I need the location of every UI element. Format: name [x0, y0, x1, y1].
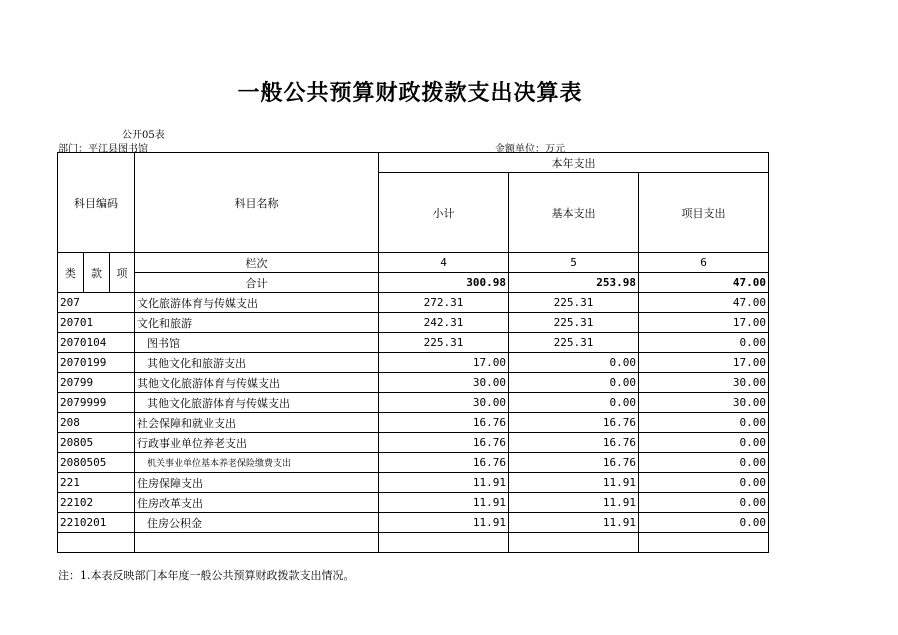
row-subtotal: 17.00	[379, 353, 509, 373]
form-number: 公开05表	[122, 130, 165, 141]
row-name: 文化和旅游	[135, 313, 379, 333]
row-basic: 11.91	[509, 493, 639, 513]
row-code: 2070104	[58, 333, 135, 353]
table-row	[58, 313, 769, 333]
table-row	[58, 373, 769, 393]
table-row	[58, 393, 769, 413]
row-name: 其他文化和旅游支出	[135, 353, 379, 373]
row-subtotal: 30.00	[379, 373, 509, 393]
xiang-header: 项	[110, 253, 135, 293]
row-code: 20805	[58, 433, 135, 453]
row-basic: 16.76	[509, 413, 639, 433]
row-subtotal: 242.31	[379, 313, 509, 333]
table-row	[58, 413, 769, 433]
row-project: 30.00	[639, 373, 769, 393]
row-subtotal: 225.31	[379, 333, 509, 353]
row-project: 0.00	[639, 333, 769, 353]
row-project: 0.00	[639, 433, 769, 453]
row-name: 住房公积金	[135, 513, 379, 533]
row-code: 20799	[58, 373, 135, 393]
table-row	[58, 333, 769, 353]
row-basic: 225.31	[509, 313, 639, 333]
row-code: 20701	[58, 313, 135, 333]
subtotal-header: 小计	[379, 173, 509, 253]
row-code: 207	[58, 293, 135, 313]
row-project: 0.00	[639, 413, 769, 433]
row-code: 208	[58, 413, 135, 433]
col6-label: 6	[639, 253, 769, 273]
row-project: 17.00	[639, 313, 769, 333]
col4-label: 4	[379, 253, 509, 273]
row-project: 0.00	[639, 453, 769, 473]
row-code: 2210201	[58, 513, 135, 533]
row-name: 行政事业单位养老支出	[135, 433, 379, 453]
this-year-header: 本年支出	[379, 153, 769, 173]
row-name: 其他文化旅游体育与传媒支出	[135, 393, 379, 413]
row-basic: 0.00	[509, 373, 639, 393]
row-code: 2080505	[58, 453, 135, 473]
table-row	[58, 453, 769, 473]
row-subtotal: 16.76	[379, 433, 509, 453]
row-code: 22102	[58, 493, 135, 513]
row-subtotal: 11.91	[379, 493, 509, 513]
row-subtotal: 16.76	[379, 453, 509, 473]
row-basic: 225.31	[509, 333, 639, 353]
row-name: 其他文化旅游体育与传媒支出	[135, 373, 379, 393]
empty-row	[58, 533, 769, 553]
row-code: 2079999	[58, 393, 135, 413]
row-project: 0.00	[639, 493, 769, 513]
department-label: 部门：平江县图书馆	[58, 144, 148, 155]
row-basic: 16.76	[509, 453, 639, 473]
kuan-header: 款	[84, 253, 110, 293]
row-subtotal: 30.00	[379, 393, 509, 413]
footnote: 注：1.本表反映部门本年度一般公共预算财政拨款支出情况。	[58, 569, 355, 582]
row-name: 机关事业单位基本养老保险缴费支出	[135, 453, 379, 473]
row-basic: 225.31	[509, 293, 639, 313]
row-project: 17.00	[639, 353, 769, 373]
row-name: 图书馆	[135, 333, 379, 353]
row-name: 文化旅游体育与传媒支出	[135, 293, 379, 313]
subject-name-header: 科目名称	[135, 153, 379, 253]
subject-code-header: 科目编码	[58, 153, 135, 253]
row-basic: 16.76	[509, 433, 639, 453]
total-subtotal: 300.98	[379, 273, 509, 293]
total-label: 合计	[135, 273, 379, 293]
row-subtotal: 11.91	[379, 513, 509, 533]
row-name: 住房改革支出	[135, 493, 379, 513]
row-basic: 11.91	[509, 513, 639, 533]
table-row	[58, 293, 769, 313]
row-code: 221	[58, 473, 135, 493]
row-name: 社会保障和就业支出	[135, 413, 379, 433]
total-basic: 253.98	[509, 273, 639, 293]
lei-header: 类	[58, 253, 84, 293]
row-basic: 11.91	[509, 473, 639, 493]
row-subtotal: 16.76	[379, 413, 509, 433]
row-basic: 0.00	[509, 353, 639, 373]
table-row	[58, 493, 769, 513]
row-basic: 0.00	[509, 393, 639, 413]
basic-header: 基本支出	[509, 173, 639, 253]
row-subtotal: 272.31	[379, 293, 509, 313]
total-project: 47.00	[639, 273, 769, 293]
unit-label: 金额单位：万元	[495, 144, 565, 155]
row-project: 0.00	[639, 473, 769, 493]
row-project: 0.00	[639, 513, 769, 533]
expenditure-table	[57, 152, 769, 553]
table-row	[58, 353, 769, 373]
table-row	[58, 473, 769, 493]
row-code: 2070199	[58, 353, 135, 373]
table-row	[58, 513, 769, 533]
project-header: 项目支出	[639, 173, 769, 253]
row-subtotal: 11.91	[379, 473, 509, 493]
page-title: 一般公共预算财政拨款支出决算表	[237, 81, 583, 106]
column-no-label: 栏次	[135, 253, 379, 273]
col5-label: 5	[509, 253, 639, 273]
row-name: 住房保障支出	[135, 473, 379, 493]
row-project: 47.00	[639, 293, 769, 313]
table-row	[58, 433, 769, 453]
row-project: 30.00	[639, 393, 769, 413]
